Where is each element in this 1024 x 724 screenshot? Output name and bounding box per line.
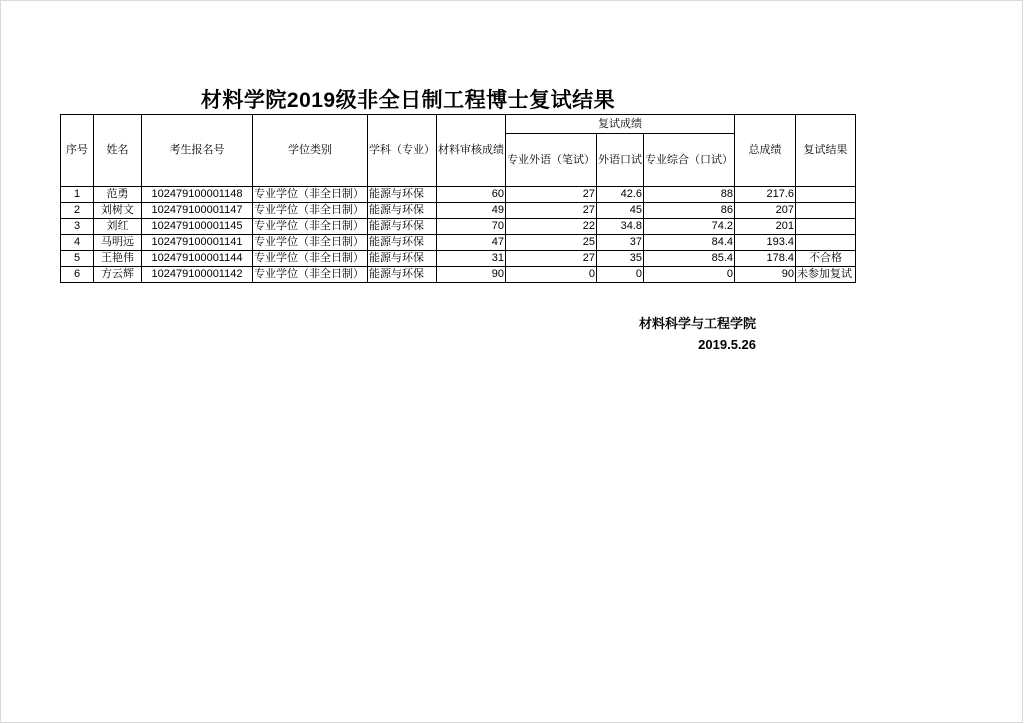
cell-index: 2 xyxy=(61,203,94,219)
cell-foreign-written: 27 xyxy=(506,203,597,219)
cell-degree-type: 专业学位（非全日制） xyxy=(253,267,368,283)
cell-subject: 能源与环保 xyxy=(368,203,437,219)
cell-total: 178.4 xyxy=(735,251,796,267)
cell-reg-no: 102479100001145 xyxy=(142,219,253,235)
cell-material-score: 70 xyxy=(437,219,506,235)
cell-reg-no: 102479100001141 xyxy=(142,235,253,251)
cell-result xyxy=(796,187,856,203)
header-subject: 学科（专业） xyxy=(368,115,437,187)
cell-name: 刘树文 xyxy=(94,203,142,219)
cell-foreign-written: 0 xyxy=(506,267,597,283)
signature-date: 2019.5.26 xyxy=(698,336,756,352)
cell-material-score: 49 xyxy=(437,203,506,219)
cell-index: 6 xyxy=(61,267,94,283)
cell-degree-type: 专业学位（非全日制） xyxy=(253,251,368,267)
cell-material-score: 90 xyxy=(437,267,506,283)
signature-block xyxy=(639,314,756,356)
cell-foreign-written: 22 xyxy=(506,219,597,235)
cell-total: 207 xyxy=(735,203,796,219)
cell-reg-no: 102479100001144 xyxy=(142,251,253,267)
cell-comprehensive: 86 xyxy=(644,203,735,219)
cell-subject: 能源与环保 xyxy=(368,267,437,283)
cell-result xyxy=(796,219,856,235)
cell-reg-no: 102479100001142 xyxy=(142,267,253,283)
header-foreign-oral: 外语口试 xyxy=(597,134,644,187)
cell-total: 201 xyxy=(735,219,796,235)
cell-reg-no: 102479100001147 xyxy=(142,203,253,219)
cell-foreign-written: 27 xyxy=(506,187,597,203)
table-row xyxy=(61,187,856,203)
cell-material-score: 47 xyxy=(437,235,506,251)
cell-subject: 能源与环保 xyxy=(368,187,437,203)
cell-total: 193.4 xyxy=(735,235,796,251)
cell-comprehensive: 88 xyxy=(644,187,735,203)
table-row xyxy=(61,267,856,283)
header-degree-type: 学位类别 xyxy=(253,115,368,187)
header-retest-group: 复试成绩 xyxy=(506,115,735,134)
header-index: 序号 xyxy=(61,115,94,187)
cell-total: 90 xyxy=(735,267,796,283)
cell-foreign-oral: 34.8 xyxy=(597,219,644,235)
cell-index: 4 xyxy=(61,235,94,251)
table-header-group-row xyxy=(61,115,856,134)
cell-foreign-oral: 37 xyxy=(597,235,644,251)
cell-result: 未参加复试 xyxy=(796,267,856,283)
cell-foreign-written: 25 xyxy=(506,235,597,251)
page-title: 材料学院2019级非全日制工程博士复试结果 xyxy=(200,89,616,112)
cell-comprehensive: 74.2 xyxy=(644,219,735,235)
cell-degree-type: 专业学位（非全日制） xyxy=(253,203,368,219)
cell-reg-no: 102479100001148 xyxy=(142,187,253,203)
header-comprehensive: 专业综合（口试） xyxy=(644,134,735,187)
cell-material-score: 31 xyxy=(437,251,506,267)
cell-subject: 能源与环保 xyxy=(368,235,437,251)
cell-name: 王艳伟 xyxy=(94,251,142,267)
header-reg-no: 考生报名号 xyxy=(142,115,253,187)
cell-name: 马明远 xyxy=(94,235,142,251)
header-name: 姓名 xyxy=(94,115,142,187)
cell-subject: 能源与环保 xyxy=(368,251,437,267)
cell-degree-type: 专业学位（非全日制） xyxy=(253,187,368,203)
cell-index: 5 xyxy=(61,251,94,267)
cell-result xyxy=(796,203,856,219)
cell-name: 刘红 xyxy=(94,219,142,235)
header-result: 复试结果 xyxy=(796,115,856,187)
cell-foreign-oral: 0 xyxy=(597,267,644,283)
cell-foreign-oral: 35 xyxy=(597,251,644,267)
table-row xyxy=(61,235,856,251)
results-table xyxy=(60,114,856,283)
signature-organization: 材料科学与工程学院 xyxy=(638,316,756,331)
cell-result xyxy=(796,235,856,251)
cell-degree-type: 专业学位（非全日制） xyxy=(253,219,368,235)
cell-index: 1 xyxy=(61,187,94,203)
cell-foreign-written: 27 xyxy=(506,251,597,267)
header-total: 总成绩 xyxy=(735,115,796,187)
table-row xyxy=(61,251,856,267)
cell-foreign-oral: 42.6 xyxy=(597,187,644,203)
table-row xyxy=(61,203,856,219)
cell-degree-type: 专业学位（非全日制） xyxy=(253,235,368,251)
cell-foreign-oral: 45 xyxy=(597,203,644,219)
header-material-score: 材料审核成绩 xyxy=(437,115,506,187)
cell-subject: 能源与环保 xyxy=(368,219,437,235)
cell-material-score: 60 xyxy=(437,187,506,203)
table-row xyxy=(61,219,856,235)
cell-comprehensive: 85.4 xyxy=(644,251,735,267)
cell-total: 217.6 xyxy=(735,187,796,203)
header-foreign-written: 专业外语（笔试） xyxy=(506,134,597,187)
cell-comprehensive: 0 xyxy=(644,267,735,283)
cell-result: 不合格 xyxy=(796,251,856,267)
cell-name: 范勇 xyxy=(94,187,142,203)
cell-index: 3 xyxy=(61,219,94,235)
cell-name: 方云辉 xyxy=(94,267,142,283)
cell-comprehensive: 84.4 xyxy=(644,235,735,251)
